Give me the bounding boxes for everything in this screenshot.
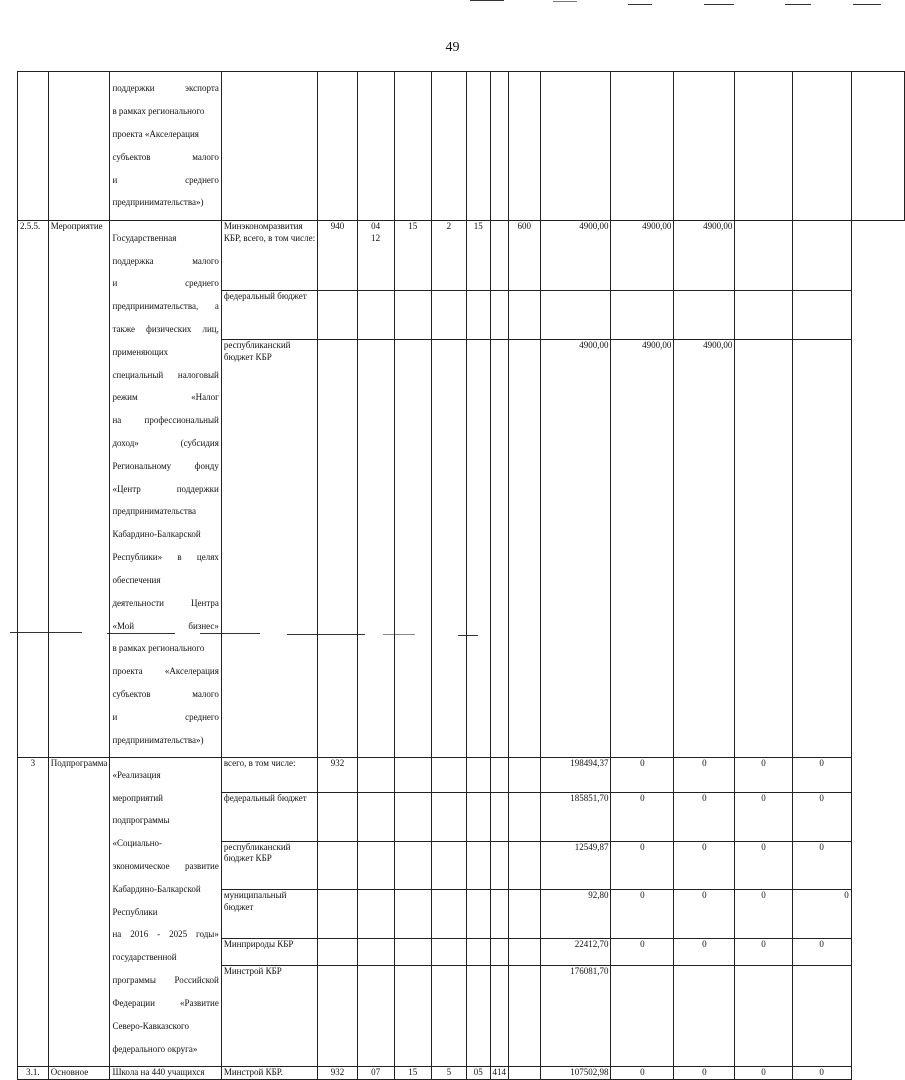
cell-y4: 0: [792, 758, 851, 793]
name-line: предпринимательства»): [112, 197, 204, 208]
cell-total: [540, 290, 611, 340]
cell-total: 176081,70: [540, 965, 611, 1067]
name-line: деятельности Центра: [112, 597, 219, 608]
cell-vr: [509, 1067, 541, 1080]
name-line: Региональному фонду: [112, 460, 219, 471]
name-line: на профессиональный: [112, 415, 219, 426]
cell-cs3: 15: [466, 221, 490, 290]
scan-mark: [470, 0, 504, 1]
cell-cs2: 5: [431, 1067, 466, 1080]
cell-y4: 0: [792, 792, 851, 841]
name-line: экономическое развитие: [112, 861, 219, 872]
name-line: предпринимательства»): [112, 734, 204, 745]
cell-type: Основное: [48, 1067, 110, 1080]
cell-type: Мероприятие: [48, 221, 110, 758]
cell-cs3: 05: [466, 1067, 490, 1080]
name-line: «Мой бизнес»: [112, 620, 219, 631]
table-row: [18, 758, 905, 793]
cell-cs1: 15: [394, 1067, 431, 1080]
cell-total: 4900,00: [540, 340, 611, 758]
cell-y1: 4900,00: [611, 221, 674, 290]
cell-type: [48, 72, 110, 221]
cell-y1: 0: [611, 841, 674, 890]
name-line: программы Российской: [112, 975, 219, 986]
name-line: применяющих: [112, 346, 169, 357]
name-line: обеспечения: [112, 574, 161, 585]
cell-executor: республиканский бюджет КБР: [221, 340, 318, 758]
name-line: Республики» в целях: [112, 552, 219, 563]
name-line: на 2016 - 2025 годы»: [112, 929, 219, 940]
cell-code: [18, 72, 49, 221]
cell-y3: [735, 965, 792, 1067]
cell-y4: 0: [792, 841, 851, 890]
cell-y2: [674, 965, 735, 1067]
cell-code: 2.5.5.: [18, 221, 49, 758]
table-row: [18, 1067, 905, 1080]
name-line: «Социально-: [112, 838, 163, 849]
table-row: [18, 72, 905, 221]
cell-y1: [611, 965, 674, 1067]
cell-y4: [792, 290, 851, 340]
cell-grbs: 932: [318, 758, 357, 793]
name-line: поддержки экспорта: [112, 83, 219, 94]
name-line: Федерации «Развитие: [112, 997, 219, 1008]
cell-executor: федеральный бюджет: [221, 290, 318, 340]
cell-y4: [792, 340, 851, 758]
cell-grbs: 940: [318, 221, 357, 290]
cell-y3: [735, 340, 792, 758]
cell-y2: 0: [674, 841, 735, 890]
name-line: Республики: [112, 906, 158, 917]
cell-total: 12549,87: [540, 841, 611, 890]
name-line: подпрограммы: [112, 815, 170, 826]
name-line: федерального округа»: [112, 1043, 198, 1054]
cell-y1: 0: [611, 890, 674, 939]
name-line: предпринимательства: [112, 506, 196, 517]
cell-total: 198494,37: [540, 758, 611, 793]
cell-vr: 600: [509, 221, 541, 290]
scan-mark: [553, 1, 577, 2]
cell-name: Школа на 440 учащихся: [110, 1067, 221, 1080]
cell-grbs: 932: [318, 1067, 357, 1080]
name-line: государственной: [112, 952, 177, 963]
cell-cs4: 414: [490, 1067, 509, 1080]
cell-executor: Минстрой КБР: [221, 965, 318, 1067]
cell-y2: 4900,00: [674, 221, 735, 290]
name-line: предпринимательства, а: [112, 301, 219, 312]
name-line: и среднего: [112, 278, 219, 289]
cell-y1: 0: [611, 1067, 674, 1080]
cell-cs1: 15: [394, 221, 431, 290]
cell-y2: 0: [674, 758, 735, 793]
scan-mark: [628, 4, 652, 5]
name-line: специальный налоговый: [112, 369, 219, 380]
name-line: Кабардино-Балкарской: [112, 883, 201, 894]
cell-y3: 0: [735, 890, 792, 939]
cell-y4: 0: [792, 1067, 851, 1080]
name-line: Северо-Кавказского: [112, 1020, 190, 1031]
cell-executor: муниципальный бюджет: [221, 890, 318, 939]
cell-code: 3.1.: [18, 1067, 49, 1080]
name-line: поддержка малого: [112, 255, 219, 266]
cell-y4: 0: [792, 890, 851, 939]
cell-executor: всего, в том числе:: [221, 758, 318, 793]
cell-y3: 0: [735, 939, 792, 965]
cell-y4: [792, 965, 851, 1067]
cell-y1: 4900,00: [611, 340, 674, 758]
cell-name: [110, 72, 221, 221]
cell-rz: 07: [357, 1067, 394, 1080]
cell-y3: 0: [735, 841, 792, 890]
cell-y2: 0: [674, 1067, 735, 1080]
name-line: Кабардино-Балкарской: [112, 529, 201, 540]
scan-mark: [853, 4, 881, 5]
cell-rz: 04 12: [357, 221, 394, 290]
name-line: «Центр поддержки: [112, 483, 219, 494]
name-line: и среднего: [112, 711, 219, 722]
cell-y1: [611, 290, 674, 340]
cell-y2: 4900,00: [674, 340, 735, 758]
cell-name: [110, 221, 221, 758]
cell-y2: 0: [674, 792, 735, 841]
cell-y1: 0: [611, 792, 674, 841]
cell-executor: республиканский бюджет КБР: [221, 841, 318, 890]
page-number: 49: [445, 40, 460, 55]
cell-executor: федеральный бюджет: [221, 792, 318, 841]
scan-mark: [785, 4, 811, 5]
name-line: «Реализация: [112, 769, 161, 780]
name-line: субъектов малого: [112, 151, 219, 162]
name-line: мероприятий: [112, 792, 163, 803]
cell-y2: 0: [674, 939, 735, 965]
cell-y1: 0: [611, 758, 674, 793]
cell-y3: [735, 221, 792, 290]
name-line: режим «Налог: [112, 392, 219, 403]
cell-cs2: 2: [431, 221, 466, 290]
cell-name: [110, 758, 221, 1067]
scan-mark: [704, 4, 734, 5]
name-line: и среднего: [112, 174, 219, 185]
cell-total: 185851,70: [540, 792, 611, 841]
cell-cs4: [490, 221, 509, 290]
cell-total: 22412,70: [540, 939, 611, 965]
cell-executor: Минэкономразвития КБР, всего, в том числе:: [221, 221, 318, 290]
name-line: проекта «Акселерация: [112, 129, 199, 140]
cell-y3: 0: [735, 1067, 792, 1080]
budget-table: [17, 71, 905, 1080]
cell-y2: 0: [674, 890, 735, 939]
cell-total: 107502,98: [540, 1067, 611, 1080]
cell-total: 92,80: [540, 890, 611, 939]
name-line: также физических лиц,: [112, 323, 219, 334]
name-line: Государственная: [112, 232, 177, 243]
table-row: [18, 221, 905, 290]
cell-total: 4900,00: [540, 221, 611, 290]
cell-executor: Минприроды КБР: [221, 939, 318, 965]
cell-code: 3: [18, 758, 49, 1067]
cell-y4: [792, 221, 851, 290]
name-line: в рамках регионального: [112, 106, 205, 117]
name-line: субъектов малого: [112, 688, 219, 699]
cell-executor: Минстрой КБР.: [221, 1067, 318, 1080]
name-line: доход» (субсидия: [112, 438, 219, 448]
cell-y4: 0: [792, 939, 851, 965]
name-line: проекта «Акселерация: [112, 666, 219, 677]
cell-type: Подпрограмма: [48, 758, 110, 1067]
cell-y3: 0: [735, 758, 792, 793]
cell-y1: 0: [611, 939, 674, 965]
name-line: в рамках регионального: [112, 643, 205, 654]
cell-y2: [674, 290, 735, 340]
cell-y3: [735, 290, 792, 340]
cell-y3: 0: [735, 792, 792, 841]
